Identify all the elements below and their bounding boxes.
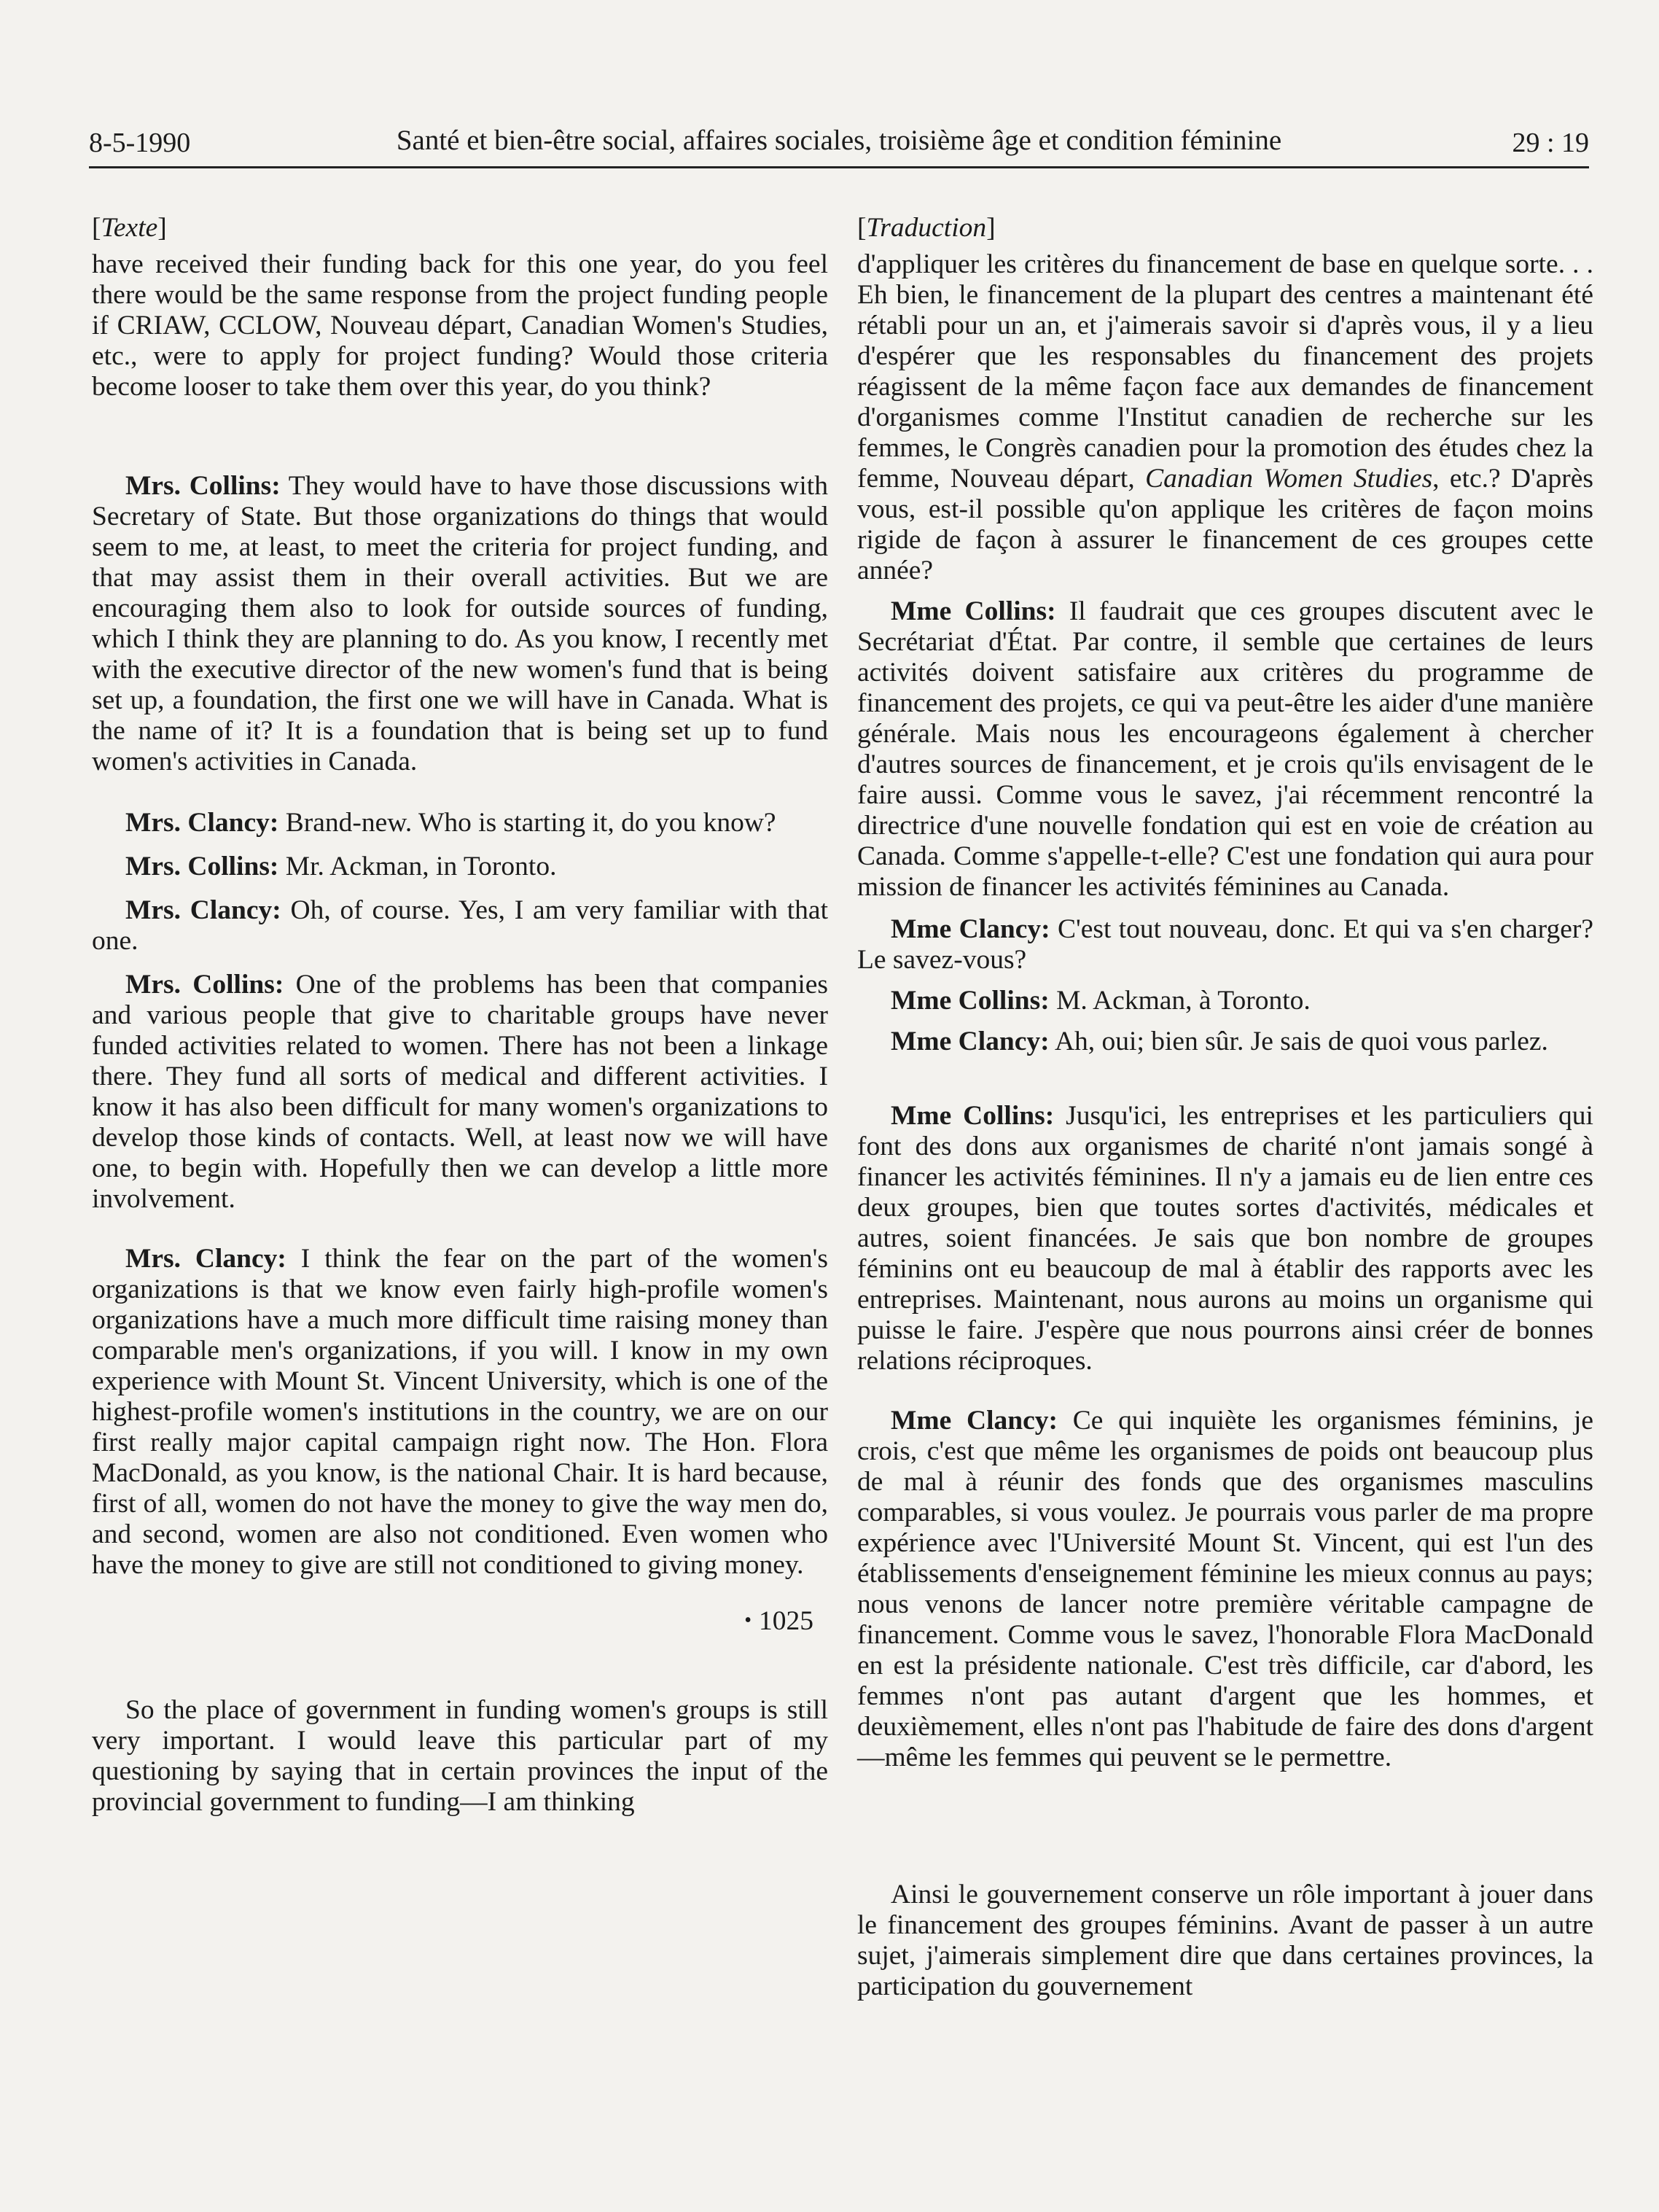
speech-clancy: Mme Clancy: Ah, oui; bien sûr. Je sais de quoi vous parlez. — [891, 1027, 1548, 1056]
speaker-name: Mrs. Collins: — [125, 852, 279, 881]
header-date: 8-5-1990 — [89, 128, 191, 158]
speech-collins: Mrs. Collins: One of the problems has been that companies and various people that give to charitable groups have never funded activities related to women. There has not been a linkage there. They fund all sorts of medical and different activities. I know it has also been difficult for many women's organizations to develop those kinds of contacts. Well, at least now we will have one, to begin with. Hopefully then we can develop a little more involvement. — [92, 970, 828, 1214]
paragraph: d'appliquer les critères du financement de base en quelque sorte. . . Eh bien, le financement de la plupart des centres a maintenant été rétabli pour un an, et j'aimerais savoir si d'après vous, il y a lieu d'espérer que les responsables du financement des projets réagissent de la même façon face aux demandes de financement d'organismes comme l'Institut canadien de recherche sur les femmes, le Congrès canadien pour la promotion des études chez la femme, Nouveau départ, Canadian Women Studies, etc.? D'après vous, est-il possible qu'on applique les critères de façon moins rigide de façon à assurer le financement de ces groupes cette année? — [857, 249, 1594, 585]
speaker-name: Mrs. Clancy: — [125, 895, 281, 925]
time-marker: • 1025 — [744, 1606, 813, 1636]
paragraph: have received their funding back for this one year, do you feel there would be the same response from the project funding people if CRIAW, CCLOW, Nouveau départ, Canadian Women's Studies, etc., were to apply for project funding? Would those criteria become looser to take them over this year, do you think? — [92, 249, 828, 402]
speaker-name: Mrs. Collins: — [125, 970, 284, 1000]
speech-clancy: Mrs. Clancy: Brand-new. Who is starting it, do you know? — [125, 808, 776, 838]
speaker-name: Mrs. Collins: — [125, 471, 281, 501]
speech-collins: Mme Collins: M. Ackman, à Toronto. — [891, 986, 1311, 1016]
speaker-name: Mme Collins: — [891, 986, 1050, 1016]
speech-clancy: Mme Clancy: Ce qui inquiète les organismes féminins, je crois, c'est que même les organismes de poids ont beaucoup plus de mal à réunir des fonds que des organismes masculins comparables, si vous voulez. Je pourrais vous parler de ma propre expérience avec l'Université Mount St. Vincent, qui est l'un des établissements d'enseignement féminine les mieux connus au pays; nous venons de lancer notre première véritable campagne de financement. Comme vous le savez, l'honorable Flora MacDonald en est la présidente nationale. C'est très difficile, car d'abord, les femmes n'ont pas autant d'argent que les hommes, et deuxièmement, elles n'ont pas l'habitude de faire des dons d'argent—même les femmes qui peuvent se le permettre. — [857, 1406, 1594, 1772]
header-title: Santé et bien-être social, affaires sociales, troisième âge et condition féminine — [396, 125, 1282, 156]
speech-clancy: Mme Clancy: C'est tout nouveau, donc. Et qui va s'en charger? Le savez-vous? — [857, 914, 1593, 975]
speaker-name: Mme Collins: — [891, 1101, 1055, 1131]
speaker-name: Mme Collins: — [891, 596, 1056, 626]
header-page-number: 29 : 19 — [1512, 128, 1589, 158]
speech-clancy: Mrs. Clancy: Oh, of course. Yes, I am very familiar with that one. — [92, 895, 828, 956]
speaker-name: Mrs. Clancy: — [125, 808, 279, 838]
speaker-name: Mme Clancy: — [891, 1406, 1058, 1436]
speech-collins: Mrs. Collins: They would have to have those discussions with Secretary of State. But those organizations do things that would seem to me, at least, to meet the criteria for project funding, and that may assist them in their overall activities. But we are encouraging them also to look for outside sources of funding, which I think they are planning to do. As you know, I recently met with the executive director of the new women's fund that is being set up, a foundation, the first one we will have in Canada. What is the name of it? It is a foundation that is being set up to fund women's activities in Canada. — [92, 471, 828, 776]
speaker-name: Mme Clancy: — [891, 1027, 1050, 1056]
speech-clancy: Mrs. Clancy: I think the fear on the part of the women's organizations is that we know even fairly high-profile women's organizations have a much more difficult time raising money than comparable men's organizations, if you will. I know in my own experience with Mount St. Vincent University, which is one of the highest-profile women's institutions in the country, we are on our first really major capital campaign right now. The Hon. Flora MacDonald, as you know, is the national Chair. It is hard because, first of all, women do not have the money to give the way men do, and second, women are also not conditioned. Even women who have the money to give are still not conditioned to giving money. — [92, 1244, 829, 1580]
page-header — [89, 124, 1589, 168]
paragraph: Ainsi le gouvernement conserve un rôle important à jouer dans le financement des groupes féminins. Avant de passer à un autre sujet, j'aimerais simplement dire que dans certaines provinces, la participation du gouvernement — [857, 1880, 1593, 2001]
english-column — [92, 213, 828, 1818]
column-label-traduction: [Traduction] — [857, 213, 996, 243]
speaker-name: Mme Clancy: — [891, 914, 1050, 944]
speech-collins: Mrs. Collins: Mr. Ackman, in Toronto. — [125, 852, 557, 881]
speech-collins: Mme Collins: Il faudrait que ces groupes discutent avec le Secrétariat d'État. Par contre, il semble que certaines de leurs activités doivent satisfaire aux critères du programme de financement des projets, ce qui va peut-être les aider d'une manière générale. Mais nous les encourageons également à chercher d'autres sources de financement, et je crois qu'ils envisagent de le faire aussi. Comme vous le savez, j'ai récemment rencontré la directrice d'une nouvelle fondation qui est en voie de création au Canada. Comme s'appelle-t-elle? C'est une fondation qui aura pour mission de financer les activités féminines au Canada. — [857, 596, 1593, 902]
speaker-name: Mrs. Clancy: — [125, 1244, 286, 1274]
column-label-texte: [Texte] — [92, 213, 167, 243]
french-column — [857, 213, 1593, 2002]
speech-collins: Mme Collins: Jusqu'ici, les entreprises et les particuliers qui font des dons aux organismes de charité n'ont jamais songé à financer les activités féminines. Il n'y a jamais eu de lien entre ces deux groupes, bien que toutes sortes d'activités, médicales et autres, soient financées. Je sais que bon nombre de groupes féminins ont eu beaucoup de mal à établir des rapports avec les entreprises. Maintenant, nous aurons au moins un organisme qui puisse le faire. J'espère que nous pourrons ainsi créer de bonnes relations réciproques. — [857, 1101, 1593, 1376]
paragraph: So the place of government in funding women's groups is still very important. I would leave this particular part of my questioning by saying that in certain provinces the input of the provincial government to funding—I am thinking — [92, 1695, 828, 1817]
